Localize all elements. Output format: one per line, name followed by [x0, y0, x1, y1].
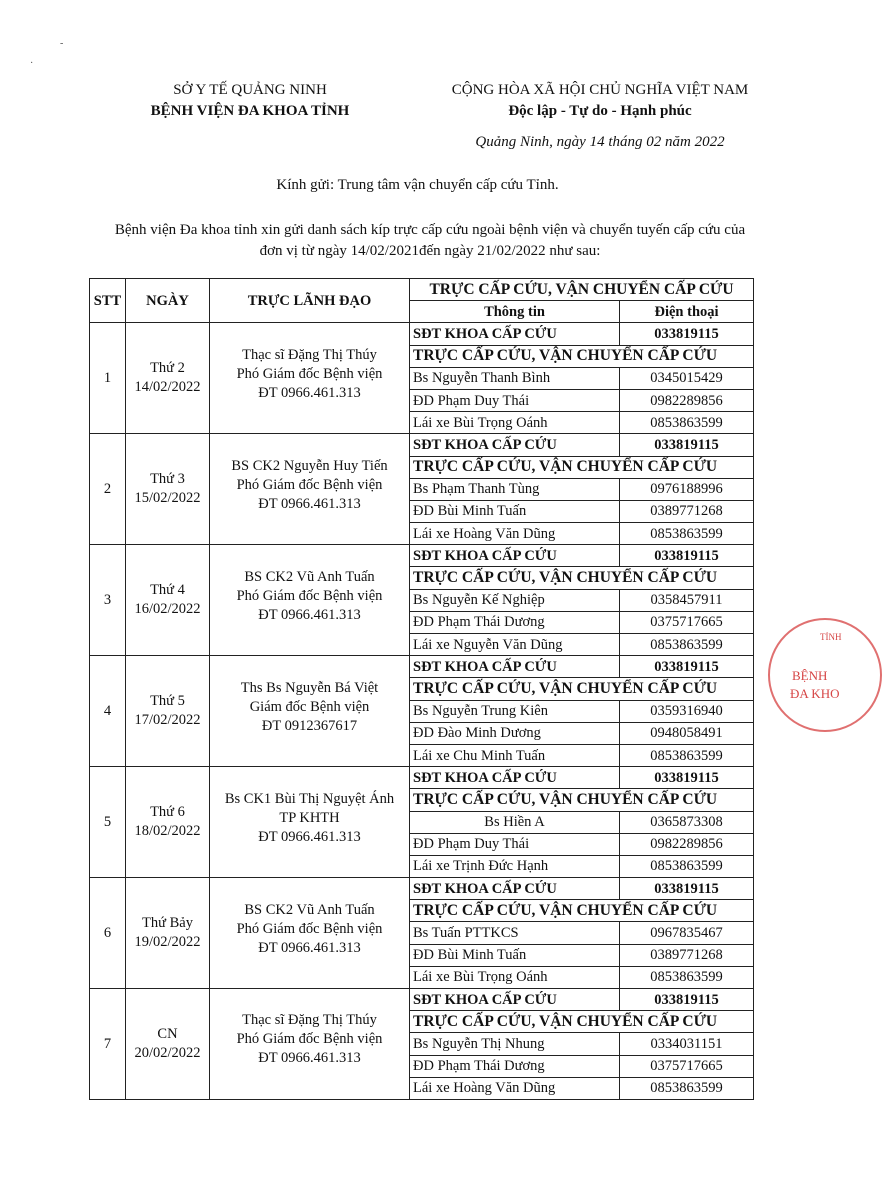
header-info: Thông tin: [410, 301, 620, 323]
leader-block: [213, 568, 406, 633]
staff-phone: 0853863599: [620, 966, 754, 988]
leader-phone: ĐT 0966.461.313: [258, 384, 361, 401]
hotline-label: SĐT KHOA CẤP CỨU: [410, 767, 620, 789]
staff-name: Lái xe Bùi Trọng Oánh: [410, 966, 620, 988]
staff-name: Bs Hiền A: [410, 811, 620, 833]
row-day-cell: [126, 656, 210, 767]
staff-phone: 0982289856: [620, 389, 754, 411]
official-stamp: [768, 618, 882, 732]
staff-phone: 0853863599: [620, 744, 754, 766]
leader-name: Thạc sĩ Đặng Thị Thúy: [242, 1012, 377, 1029]
greeting: Kính gửi: Trung tâm vận chuyển cấp cứu Tỉnh.: [276, 177, 559, 193]
staff-phone: 0389771268: [620, 500, 754, 522]
section-heading: TRỰC CẤP CỨU, VẬN CHUYỂN CẤP CỨU: [410, 1011, 754, 1033]
staff-phone: 0358457911: [620, 589, 754, 611]
hotline-number: 033819115: [620, 545, 754, 567]
staff-phone: 0375717665: [620, 611, 754, 633]
table-body: [90, 323, 754, 1100]
row-leader-cell: [210, 989, 410, 1100]
staff-phone: 0365873308: [620, 811, 754, 833]
section-heading: TRỰC CẤP CỨU, VẬN CHUYỂN CẤP CỨU: [410, 678, 754, 700]
row-stt: 4: [90, 656, 126, 767]
staff-name: Bs Phạm Thanh Tùng: [410, 478, 620, 500]
staff-name: Bs Tuấn PTTKCS: [410, 922, 620, 944]
section-heading: TRỰC CẤP CỨU, VẬN CHUYỂN CẤP CỨU: [410, 456, 754, 478]
national-header: [410, 80, 790, 122]
stamp-text: TỈNH: [820, 632, 842, 642]
row-date: 17/02/2022: [134, 712, 201, 729]
stamp-text: BỆNH: [792, 668, 828, 683]
leader-name: BS CK2 Vũ Anh Tuấn: [244, 568, 375, 585]
row-day-cell: [126, 434, 210, 545]
section-heading: TRỰC CẤP CỨU, VẬN CHUYỂN CẤP CỨU: [410, 345, 754, 367]
leader-phone: ĐT 0966.461.313: [258, 1050, 361, 1067]
hotline-number: 033819115: [620, 989, 754, 1011]
staff-phone: 0375717665: [620, 1055, 754, 1077]
leader-name: Bs CK1 Bùi Thị Nguyệt Ánh: [224, 790, 395, 807]
row-day-cell: [126, 767, 210, 878]
header-group: TRỰC CẤP CỨU, VẬN CHUYỂN CẤP CỨU: [410, 279, 754, 301]
row-date: 15/02/2022: [134, 490, 201, 507]
table-row: [90, 989, 754, 1011]
row-day-cell: [126, 545, 210, 656]
leader-name: BS CK2 Nguyễn Huy Tiến: [231, 457, 388, 474]
row-date: 16/02/2022: [134, 601, 201, 618]
row-weekday: Thứ 2: [150, 360, 185, 377]
row-stt: 3: [90, 545, 126, 656]
row-stt: 6: [90, 878, 126, 989]
staff-phone: 0967835467: [620, 922, 754, 944]
staff-phone: 0389771268: [620, 944, 754, 966]
leader-phone: ĐT 0966.461.313: [258, 606, 361, 623]
hospital-name: BỆNH VIỆN ĐA KHOA TỈNH: [150, 103, 350, 119]
staff-phone: 0853863599: [620, 855, 754, 877]
hotline-label: SĐT KHOA CẤP CỨU: [410, 434, 620, 456]
staff-phone: 0948058491: [620, 722, 754, 744]
organization-header: [125, 80, 375, 122]
row-date: 19/02/2022: [134, 934, 201, 951]
row-date: 20/02/2022: [134, 1044, 201, 1061]
row-stt: 7: [90, 989, 126, 1100]
row-stt: 2: [90, 434, 126, 545]
staff-phone: 0853863599: [620, 523, 754, 545]
header-day: NGÀY: [126, 279, 210, 323]
staff-name: ĐD Bùi Minh Tuấn: [410, 500, 620, 522]
leader-title: Phó Giám đốc Bệnh viện: [236, 365, 383, 382]
table-header: [90, 279, 754, 323]
row-leader-cell: [210, 545, 410, 656]
leader-title: Phó Giám đốc Bệnh viện: [236, 920, 383, 937]
staff-name: Bs Nguyễn Kế Nghiệp: [410, 589, 620, 611]
hotline-number: 033819115: [620, 656, 754, 678]
leader-name: BS CK2 Vũ Anh Tuấn: [244, 901, 375, 918]
staff-name: ĐD Phạm Thái Dương: [410, 611, 620, 633]
table-row: [90, 434, 754, 456]
hotline-label: SĐT KHOA CẤP CỨU: [410, 545, 620, 567]
leader-block: [213, 346, 406, 411]
hotline-number: 033819115: [620, 323, 754, 345]
scan-mark: ·: [30, 58, 34, 69]
table-row: [90, 878, 754, 900]
section-heading: TRỰC CẤP CỨU, VẬN CHUYỂN CẤP CỨU: [410, 567, 754, 589]
leader-title: Phó Giám đốc Bệnh viện: [236, 1031, 383, 1048]
row-weekday: Thứ 6: [150, 804, 185, 821]
row-day-cell: [126, 989, 210, 1100]
header-phone: Điện thoại: [620, 301, 754, 323]
scan-mark: -: [60, 38, 64, 49]
row-day-cell: [126, 878, 210, 989]
row-leader-cell: [210, 878, 410, 989]
section-heading: TRỰC CẤP CỨU, VẬN CHUYỂN CẤP CỨU: [410, 789, 754, 811]
staff-phone: 0976188996: [620, 478, 754, 500]
leader-block: [213, 679, 406, 744]
staff-phone: 0853863599: [620, 634, 754, 656]
row-day-cell: [126, 323, 210, 434]
staff-phone: 0982289856: [620, 833, 754, 855]
row-weekday: Thứ Bảy: [142, 915, 193, 932]
staff-name: ĐD Đào Minh Dương: [410, 722, 620, 744]
duty-schedule-table: [89, 278, 754, 1100]
staff-name: Lái xe Chu Minh Tuấn: [410, 744, 620, 766]
leader-title: Phó Giám đốc Bệnh viện: [236, 587, 383, 604]
staff-name: ĐD Phạm Duy Thái: [410, 389, 620, 411]
staff-name: Lái xe Trịnh Đức Hạnh: [410, 855, 620, 877]
nation-motto: Độc lập - Tự do - Hạnh phúc: [508, 103, 692, 119]
intro-paragraph: [80, 220, 780, 262]
section-heading: TRỰC CẤP CỨU, VẬN CHUYỂN CẤP CỨU: [410, 900, 754, 922]
hotline-number: 033819115: [620, 767, 754, 789]
leader-name: Thạc sĩ Đặng Thị Thúy: [242, 346, 377, 363]
staff-name: Bs Nguyễn Thị Nhung: [410, 1033, 620, 1055]
table-row: [90, 767, 754, 789]
staff-name: Bs Nguyễn Thanh Bình: [410, 367, 620, 389]
document-date: Quảng Ninh, ngày 14 tháng 02 năm 2022: [475, 134, 725, 150]
nation-name: CỘNG HÒA XÃ HỘI CHỦ NGHĨA VIỆT NAM: [451, 82, 749, 98]
hotline-label: SĐT KHOA CẤP CỨU: [410, 878, 620, 900]
row-weekday: CN: [157, 1025, 178, 1042]
staff-phone: 0359316940: [620, 700, 754, 722]
staff-phone: 0345015429: [620, 367, 754, 389]
row-stt: 5: [90, 767, 126, 878]
row-leader-cell: [210, 434, 410, 545]
row-weekday: Thứ 4: [150, 582, 185, 599]
row-weekday: Thứ 3: [150, 471, 185, 488]
hotline-label: SĐT KHOA CẤP CỨU: [410, 989, 620, 1011]
row-stt: 1: [90, 323, 126, 434]
table-row: [90, 656, 754, 678]
leader-block: [213, 1011, 406, 1076]
leader-title: Giám đốc Bệnh viện: [249, 698, 370, 715]
header-leader: TRỰC LÃNH ĐẠO: [210, 279, 410, 323]
staff-name: Lái xe Bùi Trọng Oánh: [410, 412, 620, 434]
leader-phone: ĐT 0966.461.313: [258, 939, 361, 956]
staff-name: ĐD Bùi Minh Tuấn: [410, 944, 620, 966]
table-row: [90, 323, 754, 345]
staff-phone: 0853863599: [620, 1077, 754, 1099]
leader-name: Ths Bs Nguyễn Bá Việt: [240, 679, 379, 696]
leader-block: [213, 901, 406, 966]
row-date: 14/02/2022: [134, 379, 201, 396]
staff-name: ĐD Phạm Thái Dương: [410, 1055, 620, 1077]
row-leader-cell: [210, 656, 410, 767]
leader-phone: ĐT 0966.461.313: [258, 495, 361, 512]
staff-phone: 0334031151: [620, 1033, 754, 1055]
intro-line: đơn vị từ ngày 14/02/2021đến ngày 21/02/2022 như sau:: [259, 243, 601, 259]
leader-title: Phó Giám đốc Bệnh viện: [236, 476, 383, 493]
hotline-label: SĐT KHOA CẤP CỨU: [410, 656, 620, 678]
table-row: [90, 545, 754, 567]
row-weekday: Thứ 5: [150, 693, 185, 710]
staff-name: Lái xe Hoàng Văn Dũng: [410, 523, 620, 545]
staff-name: Lái xe Nguyễn Văn Dũng: [410, 634, 620, 656]
leader-title: TP KHTH: [279, 809, 340, 826]
leader-block: [213, 457, 406, 522]
leader-block: [213, 790, 406, 855]
staff-name: Lái xe Hoàng Văn Dũng: [410, 1077, 620, 1099]
hotline-number: 033819115: [620, 434, 754, 456]
department-name: SỞ Y TẾ QUẢNG NINH: [173, 82, 327, 98]
stamp-text: ĐA KHO: [790, 686, 840, 701]
leader-phone: ĐT 0912367617: [261, 717, 358, 734]
hotline-number: 033819115: [620, 878, 754, 900]
staff-name: ĐD Phạm Duy Thái: [410, 833, 620, 855]
leader-phone: ĐT 0966.461.313: [258, 828, 361, 845]
staff-phone: 0853863599: [620, 412, 754, 434]
row-date: 18/02/2022: [134, 823, 201, 840]
staff-name: Bs Nguyễn Trung Kiên: [410, 700, 620, 722]
hotline-label: SĐT KHOA CẤP CỨU: [410, 323, 620, 345]
header-stt: STT: [90, 279, 126, 323]
row-leader-cell: [210, 767, 410, 878]
intro-line: Bệnh viện Đa khoa tỉnh xin gửi danh sách kíp trực cấp cứu ngoài bệnh viện và chuyển tuyến cấp cứu của: [114, 222, 746, 238]
row-leader-cell: [210, 323, 410, 434]
